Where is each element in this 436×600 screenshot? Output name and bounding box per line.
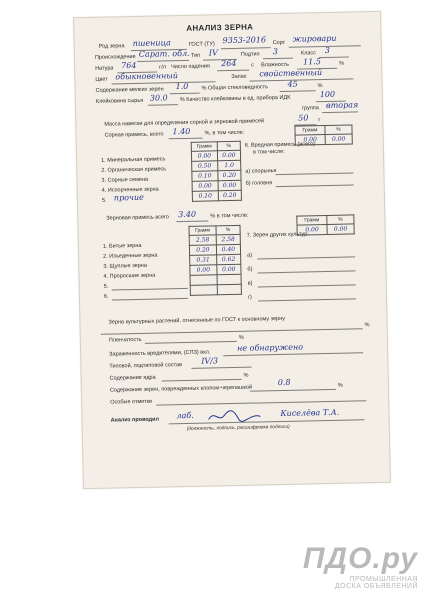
film-label: Пленчатость bbox=[108, 336, 142, 344]
grain-pct-2: 0.40 bbox=[216, 244, 240, 255]
smell-value: свойственный bbox=[259, 68, 323, 79]
group-underline bbox=[322, 111, 358, 113]
rod-value: пшеница bbox=[132, 38, 171, 49]
grain-pct-1: 2.58 bbox=[216, 234, 240, 245]
origin-underline bbox=[137, 60, 189, 62]
analysis-form-sheet bbox=[73, 11, 391, 489]
pest-underline bbox=[223, 352, 363, 356]
grain-pct-4: 0.00 bbox=[217, 264, 241, 275]
kernel-underline bbox=[162, 379, 242, 382]
subtype-label: Подтип bbox=[240, 51, 260, 58]
harmful-sub: в том числе: bbox=[252, 148, 285, 156]
fall-unit: с bbox=[251, 62, 254, 69]
weed-suffix: %, в том числе: bbox=[204, 129, 245, 137]
class-underline bbox=[319, 57, 349, 59]
cultured-underline bbox=[101, 328, 363, 334]
color-value: обыкновенный bbox=[115, 71, 179, 82]
weed-pct-2: 1.0 bbox=[217, 160, 240, 170]
pest-value: не обнаружено bbox=[236, 342, 304, 353]
type-value: IV bbox=[208, 48, 218, 58]
watermark-brand: ПДО.ру bbox=[302, 542, 418, 575]
color-underline bbox=[111, 81, 215, 84]
grain-gram-3: 0.31 bbox=[190, 255, 217, 266]
other-item-c: в) bbox=[247, 280, 253, 287]
turtle-label: Содержание зерен, поврежденных клопом-черепашкой bbox=[109, 384, 253, 394]
grain-row-2-label: 2. Изъеденные зерна bbox=[103, 252, 158, 260]
subtype-underline bbox=[263, 58, 293, 60]
grain-row-6-underline bbox=[112, 298, 188, 301]
weed-gram-4: 0.00 bbox=[192, 181, 218, 192]
natura-value: 764 bbox=[121, 60, 137, 71]
gluten-underline bbox=[148, 104, 178, 106]
group-label: группа bbox=[301, 105, 319, 112]
turtle-unit: % bbox=[337, 382, 343, 389]
weed-row-1-label: 1. Минеральная примесь bbox=[101, 156, 166, 164]
turtle-value: 0.8 bbox=[277, 377, 291, 388]
weed-col-gram: Грамм bbox=[191, 142, 217, 152]
gost-value: 9353-2016 bbox=[222, 35, 267, 46]
grain-row-5-underline bbox=[112, 288, 188, 291]
grain-col-gram: Грамм bbox=[189, 226, 216, 236]
harmful-col-pct: % bbox=[325, 125, 352, 135]
turtle-underline bbox=[250, 389, 336, 392]
grain-gram-1: 2.58 bbox=[189, 235, 216, 246]
grain-pct-6 bbox=[217, 284, 241, 295]
grain-imp-underline bbox=[176, 220, 208, 222]
pest-label: Зараженность вредителями, (СПЗ) вкл. bbox=[109, 349, 211, 358]
weed-table bbox=[191, 141, 242, 202]
other-cultures-label: 7. Зерен других культур: bbox=[246, 231, 309, 239]
grain-row-6-label: 6. bbox=[103, 293, 109, 300]
film-underline bbox=[145, 341, 237, 344]
type-comp-underline bbox=[191, 367, 251, 369]
film-unit: % bbox=[238, 334, 244, 341]
harmful-label: 6. Вредная примесь (всего): bbox=[244, 141, 317, 149]
origin-label: Происхождение bbox=[94, 53, 136, 61]
other-item-a-underline bbox=[257, 256, 355, 259]
grain-gram-5 bbox=[190, 275, 217, 286]
other-col-pct: % bbox=[327, 215, 354, 225]
type-comp-value: IV/3 bbox=[201, 356, 219, 366]
analyst-label: Анализ проводил bbox=[110, 416, 160, 424]
glass-underline bbox=[280, 90, 316, 92]
analyst-caption: (должность, подпись, расшифровка подписи) bbox=[186, 424, 290, 432]
grain-col-pct: % bbox=[216, 225, 240, 235]
weed-pct-3: 0.20 bbox=[218, 170, 241, 180]
moisture-unit: % bbox=[339, 60, 345, 67]
other-gram: 0.00 bbox=[297, 225, 327, 236]
analyst-underline bbox=[169, 419, 365, 424]
smell-underline bbox=[249, 78, 353, 81]
analyst-signature bbox=[206, 406, 262, 425]
natura-unit: г/л bbox=[159, 64, 166, 71]
grain-gram-2: 0.20 bbox=[189, 245, 216, 256]
weed-gram-1: 0.00 bbox=[191, 151, 217, 162]
other-item-b: б) bbox=[247, 266, 253, 273]
weed-row-2-label: 2. Органическая примесь bbox=[101, 166, 167, 174]
small-underline bbox=[170, 93, 200, 95]
origin-value: Сарат. обл. bbox=[138, 48, 190, 59]
weed-col-pct: % bbox=[217, 141, 240, 150]
special-underline bbox=[156, 400, 366, 405]
weed-row-4-label: 4. Испорченные зерна bbox=[101, 186, 159, 194]
weed-pct-1: 0.00 bbox=[217, 150, 240, 160]
weed-row-5-value: прочие bbox=[113, 192, 144, 203]
weed-underline bbox=[169, 138, 203, 140]
rod-label: Род зерна bbox=[98, 43, 125, 50]
kernel-label: Содержание ядра bbox=[109, 374, 156, 382]
weed-row-5-label: 5. bbox=[101, 197, 107, 204]
fall-value: 264 bbox=[221, 58, 237, 69]
moisture-label: Влажность bbox=[261, 61, 290, 69]
moisture-value: 11.5 bbox=[302, 57, 321, 67]
mass-unit: г bbox=[318, 117, 321, 124]
watermark-logo bbox=[303, 542, 418, 590]
watermark-tagline-2: ДОСКА ОБЪЯВЛЕНИЙ bbox=[334, 583, 418, 590]
grain-row-5-label: 5. bbox=[103, 283, 109, 290]
weed-pct-4: 0.00 bbox=[218, 180, 241, 190]
harmful-a-underline bbox=[275, 172, 353, 175]
other-pct: 0.00 bbox=[327, 224, 354, 235]
special-label: Особые отметки bbox=[110, 398, 153, 406]
grain-gram-4: 0.00 bbox=[190, 265, 217, 276]
other-item-d-underline bbox=[258, 298, 356, 301]
weed-pct-5: 0.20 bbox=[218, 190, 241, 200]
gost-label: ГОСТ (ТУ) bbox=[188, 41, 215, 48]
other-item-c-underline bbox=[258, 284, 356, 287]
harmful-b-underline bbox=[276, 184, 354, 187]
subtype-value: 3 bbox=[272, 46, 279, 57]
grain-row-1-label: 1. Битые зерна bbox=[102, 242, 142, 250]
natura-label: Натура bbox=[95, 65, 114, 72]
smell-label: Запах bbox=[231, 73, 247, 80]
type-comp-label: Типовой, подтиповой состав bbox=[109, 362, 183, 370]
sort-value: жировари bbox=[292, 33, 337, 44]
cultured-unit: % bbox=[364, 322, 370, 329]
type-label: Тип bbox=[190, 52, 201, 59]
grain-pct-5 bbox=[217, 274, 241, 285]
gluten-value: 30.0 bbox=[149, 93, 168, 103]
grain-row-3-label: 3. Щуплые зерна bbox=[103, 262, 147, 270]
cultured-label: Зерна культурных растений, отнесенные по ГОСТ к основному зерну bbox=[108, 315, 286, 326]
fall-label: Число падения bbox=[171, 63, 210, 71]
harmful-gram: 0.00 bbox=[295, 135, 325, 146]
weed-label: Сорная примесь, всего bbox=[104, 131, 164, 139]
grain-imp-suffix: % в том числе: bbox=[210, 212, 249, 220]
harmful-b: б) головня bbox=[245, 180, 273, 187]
group-value: вторая bbox=[325, 100, 359, 110]
form-title: АНАЛИЗ ЗЕРНА bbox=[186, 22, 254, 33]
weed-gram-3: 0.10 bbox=[192, 171, 218, 182]
gost-underline bbox=[221, 47, 271, 49]
weed-value: 1.40 bbox=[172, 126, 191, 137]
mass-label: Масса навески для определения сорной и зерновой примесей bbox=[104, 118, 265, 128]
harmful-a: а) спорынья bbox=[245, 168, 277, 175]
gluten-label: Клейковина сырья bbox=[95, 97, 144, 105]
sort-label: Сорт bbox=[272, 39, 286, 47]
grain-imp-value: 3.40 bbox=[178, 209, 197, 220]
class-value: 3 bbox=[324, 45, 331, 56]
fall-underline bbox=[217, 70, 249, 72]
other-col-gram: Грамм bbox=[297, 216, 327, 226]
glass-unit: % bbox=[317, 83, 323, 90]
grain-imp-label: Зерновая примесь всего bbox=[106, 214, 170, 222]
small-label: Содержание мелких зерен bbox=[95, 86, 164, 94]
mass-value: 50 bbox=[298, 113, 309, 123]
color-label: Цвет bbox=[95, 76, 108, 83]
harmful-col-gram: Грамм bbox=[295, 126, 325, 136]
grain-table bbox=[188, 225, 241, 296]
gluten-quality-label: % Качество клейковины в ед. прибора ИДК bbox=[179, 94, 291, 104]
weed-gram-2: 0.50 bbox=[192, 161, 218, 172]
grain-gram-6 bbox=[190, 285, 217, 296]
analyst-value: лаб. bbox=[176, 410, 194, 421]
analyst-name: Киселёва Т.А. bbox=[280, 407, 340, 419]
grain-pct-3: 0.62 bbox=[216, 254, 240, 265]
glass-value: 45 bbox=[287, 79, 298, 89]
other-item-a: а) bbox=[247, 252, 253, 259]
weed-row-3-label: 3. Сорные семена bbox=[101, 176, 149, 184]
weed-gram-5: 0.10 bbox=[192, 191, 218, 202]
other-item-d: г) bbox=[247, 294, 252, 301]
class-label: Класс bbox=[300, 50, 316, 57]
grain-row-4-label: 4. Проросшие зерна bbox=[103, 272, 156, 280]
gluten-quality-value: 100 bbox=[319, 89, 336, 100]
watermark-tagline-1: ПРОМЫШЛЕННАЯ bbox=[349, 576, 418, 583]
glass-label: % Общая стекловидность bbox=[201, 84, 269, 92]
harmful-pct: 0.00 bbox=[325, 134, 352, 145]
small-value: 1.0 bbox=[175, 81, 189, 92]
other-item-b-underline bbox=[257, 270, 355, 273]
kernel-unit: % bbox=[243, 372, 249, 379]
